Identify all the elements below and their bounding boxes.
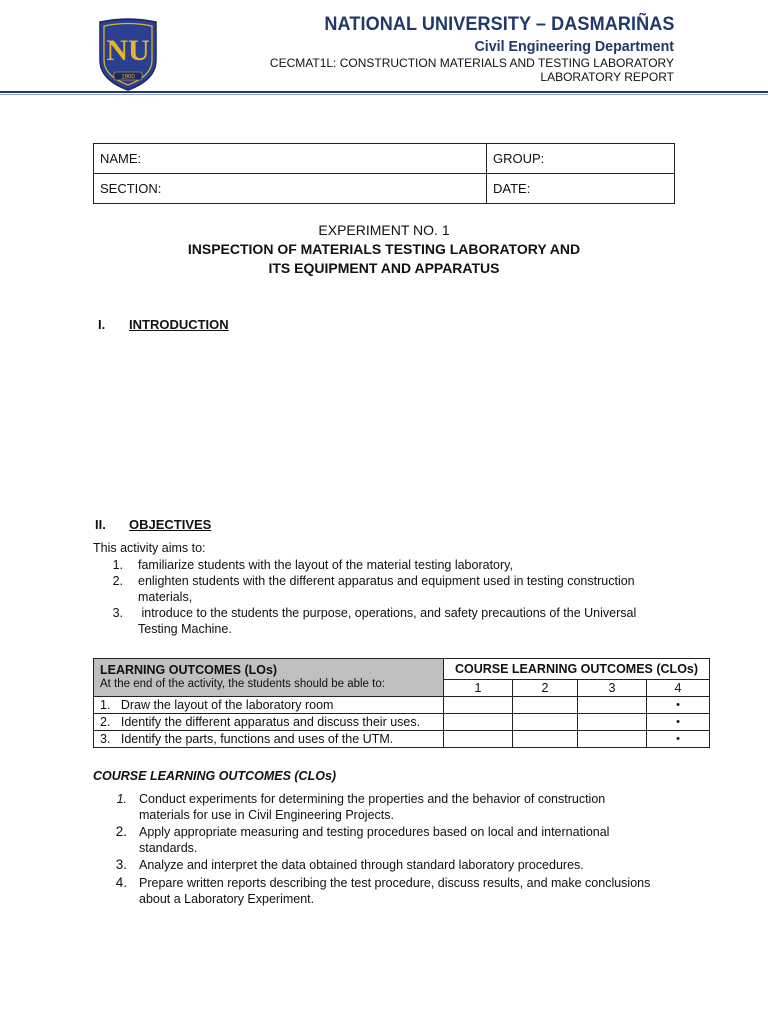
group-field[interactable]: GROUP: bbox=[487, 144, 675, 174]
clo-header: COURSE LEARNING OUTCOMES (CLOs) bbox=[444, 659, 710, 680]
objectives-section-number: II. bbox=[95, 517, 106, 532]
logo-year: 1900 bbox=[121, 74, 135, 81]
department-name: Civil Engineering Department bbox=[474, 38, 674, 55]
objective-item bbox=[93, 605, 693, 637]
table-row bbox=[94, 731, 710, 748]
table-row bbox=[94, 714, 710, 731]
objective-number: 2. bbox=[112, 574, 123, 588]
clo-number: 1. bbox=[116, 792, 127, 806]
objectives-section-title: OBJECTIVES bbox=[129, 517, 212, 532]
clo-mark: • bbox=[647, 697, 710, 714]
experiment-title-line1: INSPECTION OF MATERIALS TESTING LABORATORY AND bbox=[187, 241, 581, 257]
lo-text: 1. Draw the layout of the laboratory room bbox=[94, 697, 444, 714]
clo-number: 2. bbox=[115, 824, 127, 839]
clo-item bbox=[93, 875, 713, 907]
clo-text-cont: about a Laboratory Experiment. bbox=[139, 892, 315, 906]
university-name: NATIONAL UNIVERSITY – DASMARIÑAS bbox=[323, 14, 674, 35]
clo-mark: • bbox=[647, 714, 710, 731]
clo-column-number: 1 bbox=[444, 680, 513, 697]
clo-item bbox=[93, 857, 713, 873]
clo-text: Apply appropriate measuring and testing procedures based on local and international bbox=[139, 825, 610, 839]
clo-mark bbox=[444, 731, 513, 748]
lo-text: 3. Identify the parts, functions and uses of the UTM. bbox=[94, 731, 444, 748]
intro-section-title: INTRODUCTION bbox=[129, 317, 229, 332]
objective-text-cont: Testing Machine. bbox=[138, 622, 232, 636]
header-rule bbox=[0, 91, 768, 93]
objective-text: introduce to the students the purpose, operations, and safety precautions of the Universal bbox=[138, 606, 637, 620]
clo-mark bbox=[578, 697, 647, 714]
clo-item bbox=[93, 824, 713, 856]
clo-column-number: 3 bbox=[578, 680, 647, 697]
university-logo bbox=[96, 16, 160, 92]
intro-section-number: I. bbox=[98, 317, 106, 332]
objective-item bbox=[93, 557, 693, 573]
clo-column-number: 4 bbox=[647, 680, 710, 697]
lo-header bbox=[94, 659, 444, 697]
course-title: CECMAT1L: CONSTRUCTION MATERIALS AND TESTING LABORATORY bbox=[269, 56, 674, 70]
header-rule-thin bbox=[0, 94, 768, 95]
date-field[interactable]: DATE: bbox=[487, 174, 675, 204]
logo-initials: NU bbox=[106, 34, 150, 67]
clo-mark: • bbox=[647, 731, 710, 748]
objective-number: 3. bbox=[112, 606, 123, 620]
clo-column-number: 2 bbox=[513, 680, 578, 697]
student-info-table bbox=[93, 143, 675, 204]
clo-mark bbox=[444, 697, 513, 714]
name-field[interactable]: NAME: bbox=[94, 144, 487, 174]
objective-item bbox=[93, 573, 693, 605]
lo-header-title: LEARNING OUTCOMES (LOs) bbox=[100, 663, 278, 677]
objective-text: familiarize students with the layout of the material testing laboratory, bbox=[138, 558, 513, 572]
objective-number: 1. bbox=[112, 558, 123, 572]
clo-item bbox=[93, 791, 713, 823]
objectives-intro: This activity aims to: bbox=[93, 541, 206, 555]
clo-text-cont: standards. bbox=[139, 841, 198, 855]
clo-mark bbox=[513, 697, 578, 714]
clo-number: 4. bbox=[115, 875, 127, 890]
objective-text-cont: materials, bbox=[138, 590, 193, 604]
clo-mark bbox=[513, 714, 578, 731]
clo-text: Analyze and interpret the data obtained through standard laboratory procedures. bbox=[139, 858, 584, 872]
clo-mark bbox=[578, 714, 647, 731]
learning-outcomes-table bbox=[93, 658, 710, 748]
clo-text-cont: materials for use in Civil Engineering Projects. bbox=[139, 808, 394, 822]
objective-text: enlighten students with the different apparatus and equipment used in testing construction bbox=[138, 574, 635, 588]
clo-text: Prepare written reports describing the test procedure, discuss results, and make conclusions bbox=[139, 876, 651, 890]
experiment-title-line2: ITS EQUIPMENT AND APPARATUS bbox=[268, 260, 500, 276]
section-field[interactable]: SECTION: bbox=[94, 174, 487, 204]
clo-mark bbox=[444, 714, 513, 731]
report-type: LABORATORY REPORT bbox=[540, 70, 674, 84]
clo-mark bbox=[578, 731, 647, 748]
clo-number: 3. bbox=[115, 857, 127, 872]
table-row bbox=[94, 697, 710, 714]
lo-header-subtitle: At the end of the activity, the students should be able to: bbox=[100, 678, 385, 690]
lo-text: 2. Identify the different apparatus and discuss their uses. bbox=[94, 714, 444, 731]
clo-text: Conduct experiments for determining the properties and the behavior of construction bbox=[139, 792, 606, 806]
experiment-number: EXPERIMENT NO. 1 bbox=[318, 222, 450, 238]
clo-section-title: COURSE LEARNING OUTCOMES (CLOs) bbox=[93, 769, 337, 783]
clo-mark bbox=[513, 731, 578, 748]
